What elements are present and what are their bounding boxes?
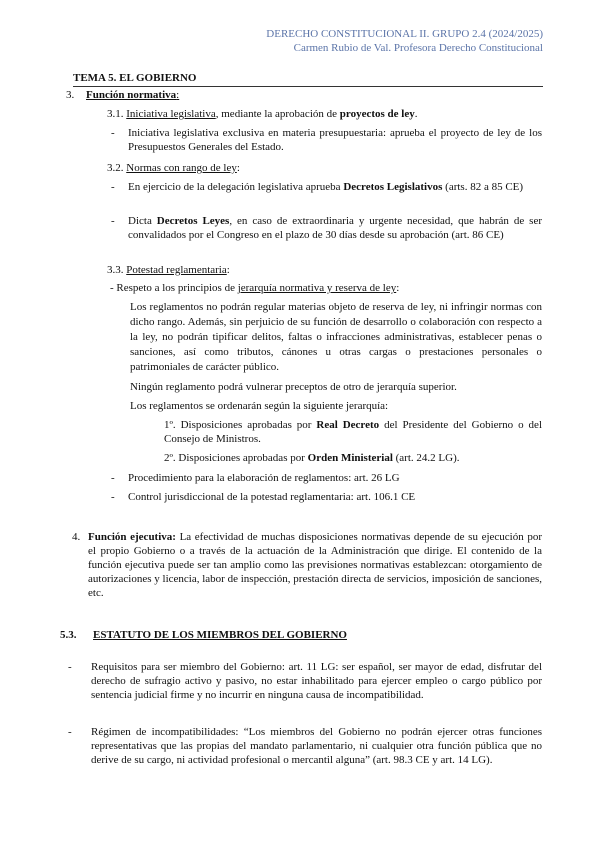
section-4-body: Función ejecutiva: La efectividad de muchas disposiciones normativas depende de su ejecución por el propio Gobierno o a través de la actuación de la Administración que dirige. El contenido de la función ejecutiva puede ser tan amplio como las previsiones normativas establezcan: otorgamiento de autorizaciones y licencia, labor de inspección, prestación directa de servicios, imposición de sanciones, etc. [88,531,542,599]
requisitos-bullet: Requisitos para ser miembro del Gobierno: art. 11 LG: ser español, ser mayor de edad, disfrutar del derecho de sufragio activo y pasivo, no estar inhabilitado para ejercer empleo o cargo público por sentencia judicial firme y no incurrir en ninguna causa de incompatibilidad. [91,661,542,701]
section-3-heading [66,88,179,102]
procedimiento-bullet: Procedimiento para la elaboración de reglamentos: art. 26 LG [128,472,400,484]
item-3-3: 3.3. Potestad reglamentaria: [107,264,230,276]
section-5-3-number: 5.3. [60,629,77,641]
bullet-dash: - [111,127,115,139]
tema-title: TEMA 5. EL GOBIERNO [73,71,543,87]
header-professor: Carmen Rubio de Val. Profesora Derecho Constitucional [293,42,543,54]
section-4-number: 4. [72,531,81,543]
bullet-dash: - [68,661,72,673]
incompatibilidades-bullet: Régimen de incompatibilidades: “Los miembros del Gobierno no podrán ejercer otras funciones representativas que las propias del mandato parlamentario, ni cualquier otra función pública que no derive de su cargo, ni actividad profesional o mercantil alguna” (art. 98.3 CE y art. 14 LG). [91,726,542,766]
item-3-2-bullet-1: En ejercicio de la delegación legislativa aprueba Decretos Legislativos (arts. 82 a 85 CE) [128,181,524,193]
section-3-colon: : [176,89,180,101]
jerarquia-2: 2º. Disposiciones aprobadas por Orden Ministerial (art. 24.2 LG). [164,452,460,464]
bullet-dash: - [68,726,72,738]
section-4-title: Función ejecutiva: [88,531,176,543]
section-3-title: Función normativa [86,89,177,101]
page-header [266,27,543,55]
item-3-2-bullet-2: Dicta Decretos Leyes, en caso de extraordinaria y urgente necesidad, que habrán de ser convalidados por el Congreso en el plazo de 30 días desde su aprobación (art. 86 CE) [128,215,542,241]
item-3-2: 3.2. Normas con rango de ley: [107,162,240,174]
bullet-dash: - [111,472,115,484]
item-3-1: 3.1. Iniciativa legislativa, mediante la aprobación de proyectos de ley. [107,108,418,120]
bullet-dash: - [111,181,115,193]
bullet-dash: - [111,491,115,503]
reglamentos-paragraph-1: Los reglamentos no podrán regular materias objeto de reserva de ley, ni infringir normas con dicho rango. Además, sin perjuicio de su función de desarrollo o colaboración con respecto a la ley, no podrán tipificar delitos, faltas o infracciones administrativas, establecer penas o sanciones, así como tributos, cánones u otras cargas o prestaciones personales o patrimoniales de carácter público. [130,301,542,373]
section-5-3-title: ESTATUTO DE LOS MIEMBROS DEL GOBIERNO [93,629,347,641]
item-3-1-bullet: Iniciativa legislativa exclusiva en materia presupuestaria: aprueba el proyecto de ley de los Presupuestos Generales del Estado. [128,127,542,153]
bullet-dash: - [111,215,115,227]
reglamentos-paragraph-2: Ningún reglamento podrá vulnerar preceptos de otro de jerarquía superior. [130,381,457,393]
reglamentos-paragraph-3: Los reglamentos se ordenarán según la siguiente jerarquía: [130,400,389,412]
control-bullet: Control jurisdiccional de la potestad reglamentaria: art. 106.1 CE [128,491,416,503]
jerarquia-1: 1º. Disposiciones aprobadas por Real Decreto del Presidente del Gobierno o del Consejo de Ministros. [164,419,542,445]
header-course: DERECHO CONSTITUCIONAL II. GRUPO 2.4 (2024/2025) [266,28,543,40]
section-3-number: 3. [66,89,75,101]
item-3-3-intro: - Respeto a los principios de jerarquía normativa y reserva de ley: [110,282,400,294]
